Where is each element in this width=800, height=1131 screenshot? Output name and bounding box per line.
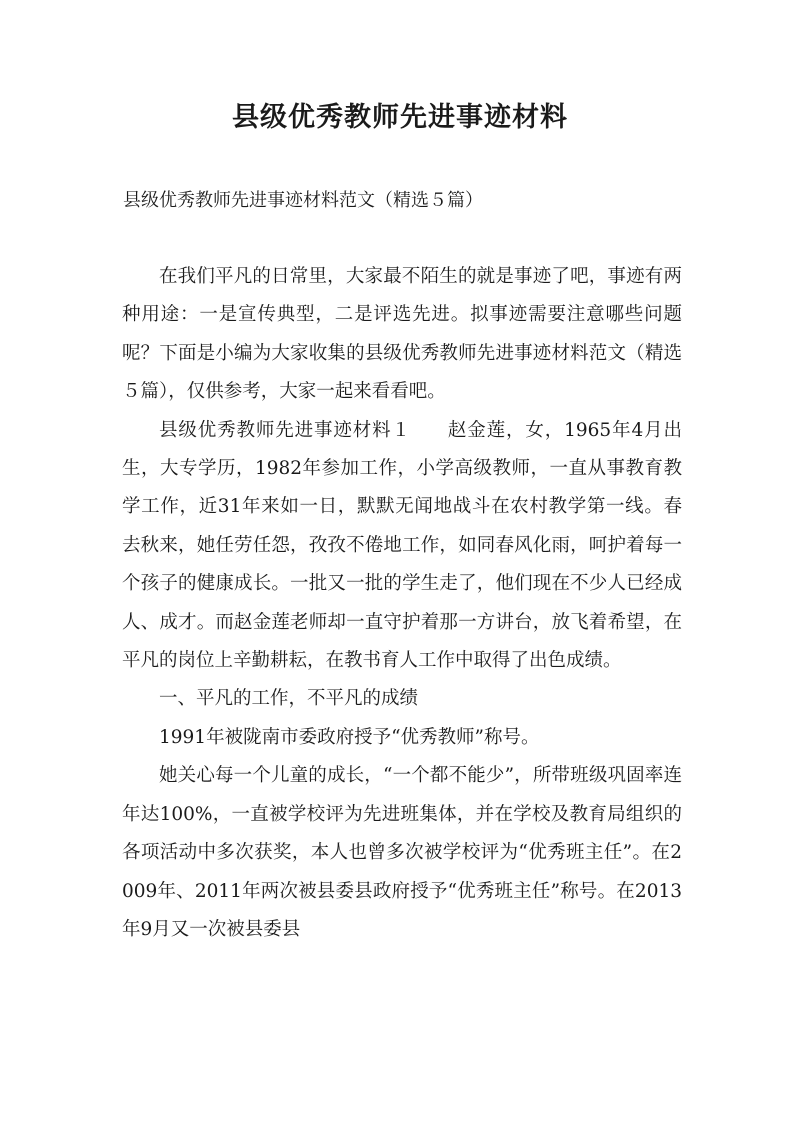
section-1-paragraph	[122, 412, 682, 681]
subheading-achievements: 一、平凡的工作，不平凡的成绩	[159, 688, 419, 710]
section-1-heading: 县级优秀教师先进事迹材料１	[159, 419, 411, 441]
intro-paragraph: 在我们平凡的日常里，大家最不陌生的就是事迹了吧，事迹有两种用途：一是宣传典型，二是评选先进。拟事迹需要注意哪些问题呢？下面是小编为大家收集的县级优秀教师先进事迹材料范文（精选５篇），仅供参考，大家一起来看看吧。	[122, 266, 682, 403]
award-paragraph: 1991年被陇南市委政府授予“优秀教师”称号。	[159, 726, 540, 748]
section-1-body: 赵金莲，女，1965年4月出生，大专学历，1982年参加工作，小学高级教师，一直从事教育教学工作，近31年来如一日，默默无闻地战斗在农村教学第一线。春去秋来，她任劳任怨，孜孜不倦地工作，如同春风化雨，呵护着每一个孩子的健康成长。一批又一批的学生走了，他们现在不少人已经成人、成才。而赵金莲老师却一直守护着那一方讲台，放飞着希望，在平凡的岗位上辛勤耕耘，在教书育人工作中取得了出色成绩。	[122, 419, 682, 672]
document-body	[122, 258, 682, 949]
document-title: 县级优秀教师先进事迹材料	[232, 102, 568, 133]
document-subtitle: 县级优秀教师先进事迹材料范文（精选５篇）	[123, 190, 483, 211]
care-paragraph: 她关心每一个儿童的成长，“一个都不能少”，所带班级巩固率连年达100%，一直被学校评为先进班集体，并在学校及教育局组织的各项活动中多次获奖，本人也曾多次被学校评为“优秀班主任”。在2009年、2011年两次被县委县政府授予“优秀班主任”称号。在2013年9月又一次被县委县	[122, 765, 682, 940]
